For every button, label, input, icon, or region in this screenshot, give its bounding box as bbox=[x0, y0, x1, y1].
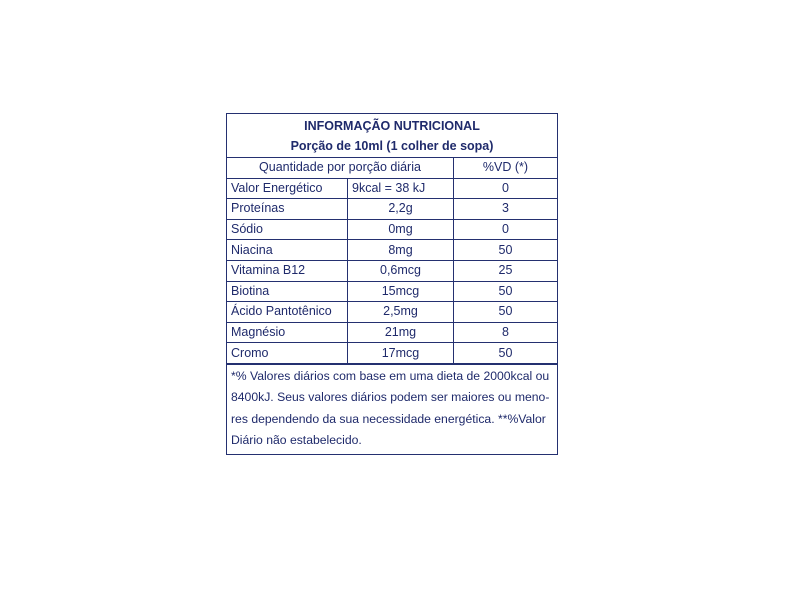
table-row bbox=[227, 343, 557, 364]
nutrient-amount: 2,5mg bbox=[348, 302, 454, 323]
nutrient-vd: 50 bbox=[454, 281, 558, 302]
nutrient-vd: 8 bbox=[454, 322, 558, 343]
nutrient-vd: 50 bbox=[454, 302, 558, 323]
nutrient-name: Valor Energético bbox=[227, 178, 348, 199]
vd-header: %VD (*) bbox=[454, 158, 558, 178]
nutrient-amount: 9kcal = 38 kJ bbox=[348, 178, 454, 199]
nutrient-name: Proteínas bbox=[227, 199, 348, 220]
nutrient-name: Niacina bbox=[227, 240, 348, 261]
nutrition-table bbox=[227, 158, 557, 364]
nutrient-amount: 21mg bbox=[348, 322, 454, 343]
nutrient-amount: 8mg bbox=[348, 240, 454, 261]
table-row bbox=[227, 302, 557, 323]
nutrient-name: Vitamina B12 bbox=[227, 260, 348, 281]
footnote-line: *% Valores diários com base em uma dieta de 2000kcal ou bbox=[231, 368, 550, 383]
footnote-line: 8400kJ. Seus valores diários podem ser maiores ou meno- bbox=[231, 390, 550, 405]
nutrient-vd: 50 bbox=[454, 240, 558, 261]
nutrient-vd: 50 bbox=[454, 343, 558, 364]
table-row bbox=[227, 260, 557, 281]
table-row bbox=[227, 322, 557, 343]
nutrient-vd: 3 bbox=[454, 199, 558, 220]
table-row bbox=[227, 281, 557, 302]
footnote bbox=[227, 364, 557, 454]
nutrient-name: Biotina bbox=[227, 281, 348, 302]
quantity-header: Quantidade por porção diária bbox=[227, 158, 454, 178]
serving-size: Porção de 10ml (1 colher de sopa) bbox=[290, 139, 494, 153]
table-header-row bbox=[227, 158, 557, 178]
nutrient-amount: 0,6mcg bbox=[348, 260, 454, 281]
table-row bbox=[227, 178, 557, 199]
nutrient-name: Ácido Pantotênico bbox=[227, 302, 348, 323]
nutrient-amount: 17mcg bbox=[348, 343, 454, 364]
nutrient-vd: 0 bbox=[454, 219, 558, 240]
nutrient-name: Sódio bbox=[227, 219, 348, 240]
table-row bbox=[227, 199, 557, 220]
nutrition-facts-label bbox=[226, 113, 558, 455]
nutrient-vd: 0 bbox=[454, 178, 558, 199]
table-row bbox=[227, 219, 557, 240]
nutrient-amount: 15mcg bbox=[348, 281, 454, 302]
nutrient-vd: 25 bbox=[454, 260, 558, 281]
nutrient-amount: 2,2g bbox=[348, 199, 454, 220]
nutrient-amount: 0mg bbox=[348, 219, 454, 240]
label-title: INFORMAÇÃO NUTRICIONAL bbox=[304, 119, 480, 133]
table-row bbox=[227, 240, 557, 261]
nutrient-name: Magnésio bbox=[227, 322, 348, 343]
footnote-line: Diário não estabelecido. bbox=[231, 433, 362, 448]
footnote-line: res dependendo da sua necessidade energética. **%Valor bbox=[231, 411, 546, 426]
label-header bbox=[227, 114, 557, 158]
nutrient-name: Cromo bbox=[227, 343, 348, 364]
